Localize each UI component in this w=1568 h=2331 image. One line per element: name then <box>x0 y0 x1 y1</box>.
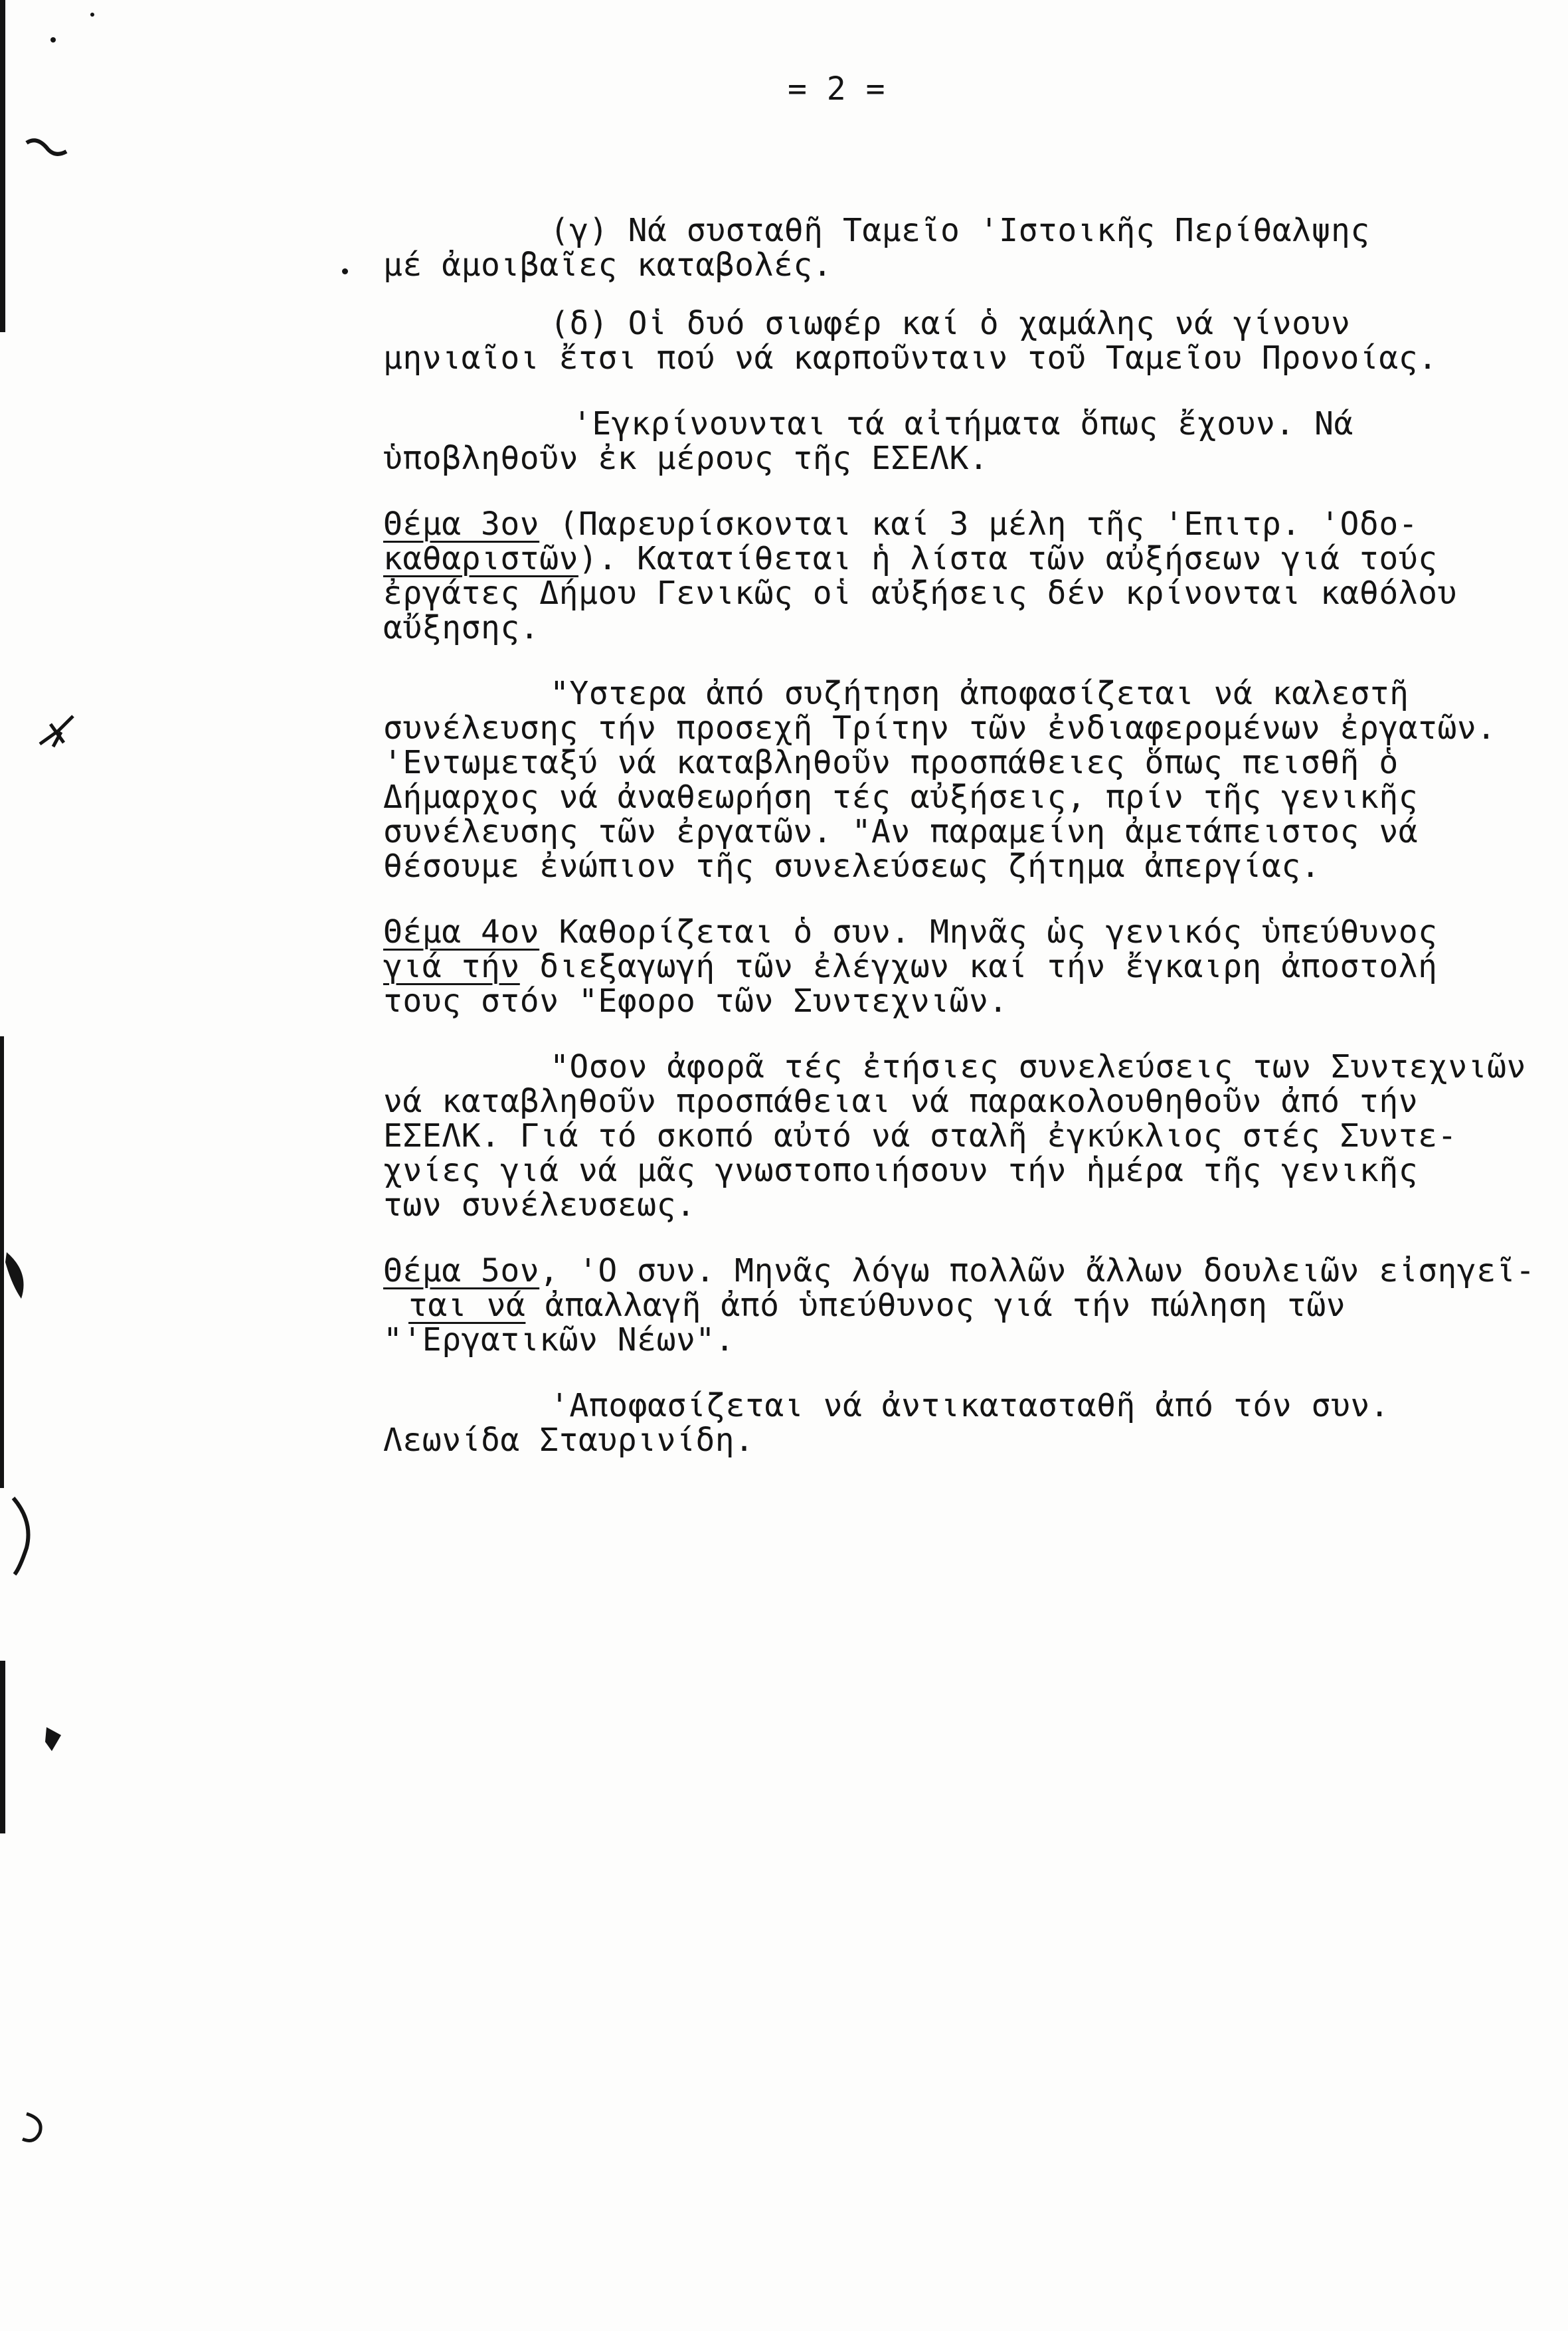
text-line <box>383 1388 1559 1423</box>
text-line <box>383 507 1559 541</box>
topic-heading: Θέμα 5ον <box>383 1252 540 1289</box>
line-text: Δήμαρχος νά ἀναθεωρήση τές αὐξήσεις, πρίν τῆς γενικῆς <box>383 779 1419 816</box>
text-line <box>383 1050 1559 1084</box>
underlined-text: γιά τήν <box>383 948 520 985</box>
paragraph-topic-5 <box>383 1254 1559 1357</box>
line-text: διεξαγωγή τῶν ἐλέγχων καί τήν ἔγκαιρη ἀποστολή <box>519 948 1438 985</box>
text-line <box>383 441 1559 476</box>
text-line <box>383 341 1559 375</box>
text-line <box>383 610 1559 645</box>
line-text: "Υστερα ἀπό συζήτηση ἀποφασίζεται νά καλεστῆ <box>550 675 1409 712</box>
text-line <box>383 711 1559 745</box>
paragraph-topic-3 <box>383 507 1559 645</box>
line-text: συνέλευσης τήν προσεχῆ Τρίτην τῶν ἐνδιαφερομένων ἐργατῶν. <box>383 709 1496 747</box>
topic-heading: Θέμα 4ον <box>383 913 540 951</box>
paragraph-topic-4 <box>383 915 1559 1018</box>
text-line <box>383 814 1559 849</box>
text-line <box>383 248 1559 282</box>
line-text: μέ ἀμοιβαῖες καταβολές. <box>383 246 833 284</box>
text-line <box>383 849 1559 884</box>
line-text: 'Εγκρίνουνται τά αἰτήματα ὅπως ἔχουν. Νά <box>572 405 1353 442</box>
line-text: μηνιαῖοι ἔτσι πού νά καρποῦνταιν τοῦ Ταμεῖου Προνοίας. <box>383 339 1438 377</box>
line-text: ὑποβληθοῦν ἐκ μέρους τῆς ΕΣΕΛΚ. <box>383 440 989 477</box>
text-line <box>383 1153 1559 1188</box>
line-text: (Παρευρίσκονται καί 3 μέλη τῆς 'Επιτρ. 'Οδο- <box>539 506 1419 543</box>
paragraph <box>383 1050 1559 1222</box>
text-line <box>383 780 1559 814</box>
line-text: ΕΣΕΛΚ. Γιά τό σκοπό αὐτό νά σταλῆ ἐγκύκλιος στές Συντε- <box>383 1117 1457 1155</box>
line-text: "Οσον ἀφορᾶ τές ἐτήσιες συνελεύσεις των Συντεχνιῶν <box>550 1048 1526 1085</box>
paragraph <box>383 213 1559 282</box>
stray-mark <box>342 268 348 274</box>
line-text: 'Εντωμεταξύ νά καταβληθοῦν προσπάθειες ὅπως πεισθῆ ὁ <box>383 744 1399 781</box>
text-line <box>383 745 1559 780</box>
line-text: Καθορίζεται ὁ συν. Μηνᾶς ὡς γενικός ὑπεύθυνος <box>539 913 1438 951</box>
text-line <box>383 984 1559 1018</box>
line-text: ). Κατατίθεται ἡ λίστα τῶν αὐξήσεων γιά τούς <box>578 540 1438 577</box>
text-line <box>383 541 1559 576</box>
text-line <box>383 1119 1559 1153</box>
line-text: (γ) Νά συσταθῆ Ταμεῖο 'Ιστοικῆς Περίθαλψης <box>550 212 1370 249</box>
line-text: , 'Ο συν. Μηνᾶς λόγω πολλῶν ἄλλων δουλειῶν εἰσηγεῖ- <box>539 1252 1535 1289</box>
paragraph <box>383 407 1559 476</box>
line-text: αὔξησης. <box>383 609 540 646</box>
text-line <box>383 306 1559 341</box>
line-text: τους στόν "Εφορο τῶν Συντεχνιῶν. <box>383 982 1008 1020</box>
text-line <box>383 1084 1559 1119</box>
line-text: (δ) Οἱ δυό σιωφέρ καί ὁ χαμάλης νά γίνουν <box>550 305 1351 342</box>
line-text: 'Αποφασίζεται νά ἀντικατασταθῆ ἀπό τόν συν. <box>550 1387 1390 1424</box>
document-body <box>383 213 1559 1457</box>
text-line <box>383 1423 1559 1457</box>
text-line <box>383 213 1559 248</box>
line-text: νά καταβληθοῦν προσπάθειαι νά παρακολουθηθοῦν ἀπό τήν <box>383 1083 1419 1120</box>
paragraph <box>383 306 1559 375</box>
line-text: ἀπαλλαγῆ ἀπό ὑπεύθυνος γιά τήν πώληση τῶν <box>525 1287 1346 1324</box>
paragraph <box>383 1388 1559 1457</box>
underlined-text: ται νά <box>408 1287 526 1324</box>
text-line <box>383 1188 1559 1222</box>
line-text: των συνέλευσεως. <box>383 1186 696 1224</box>
line-text: ἐργάτες Δήμου Γενικῶς οἱ αὐξήσεις δέν κρίνονται καθόλου <box>383 575 1457 612</box>
text-line <box>383 1254 1559 1288</box>
line-text: "'Εργατικῶν Νέων". <box>383 1321 735 1358</box>
line-text: θέσουμε ἐνώπιον τῆς συνελεύσεως ζήτημα ἀπεργίας. <box>383 848 1321 885</box>
line-text: συνέλευσης τῶν ἐργατῶν. "Αν παραμείνη ἀμετάπειστος νά <box>383 813 1419 850</box>
text-line <box>383 1288 1559 1323</box>
underlined-text: καθαριστῶν <box>383 540 578 577</box>
line-text: Λεωνίδα Σταυρινίδη. <box>383 1422 754 1459</box>
paragraph <box>383 676 1559 884</box>
page-number: = 2 = <box>788 70 885 108</box>
text-line <box>383 915 1559 949</box>
topic-heading: Θέμα 3ον <box>383 506 540 543</box>
text-line <box>383 949 1559 984</box>
text-line <box>383 676 1559 711</box>
text-line <box>383 1323 1559 1357</box>
text-line <box>383 576 1559 610</box>
margin-scan-marks <box>0 0 100 2331</box>
line-text: χνίες γιά νά μᾶς γνωστοποιήσουν τήν ἡμέρα τῆς γενικῆς <box>383 1152 1419 1189</box>
text-line <box>383 407 1559 441</box>
